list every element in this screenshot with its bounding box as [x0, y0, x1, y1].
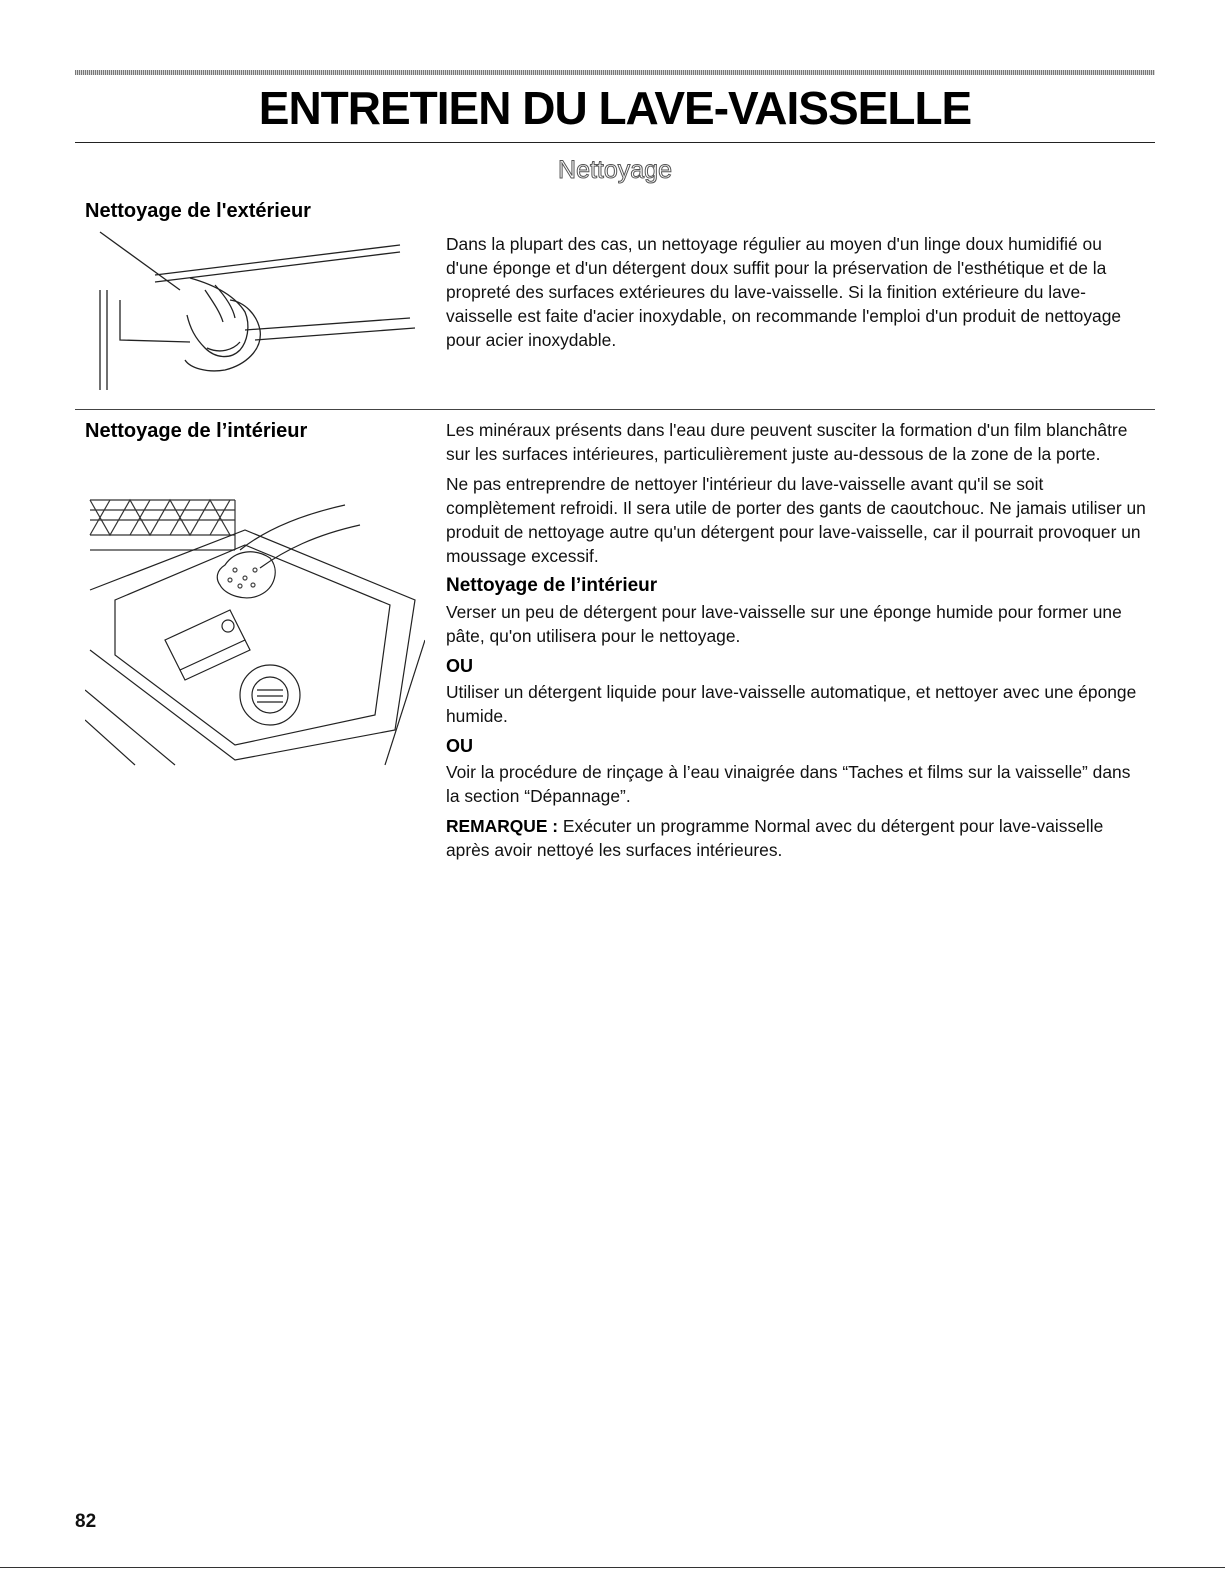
bottom-rule	[0, 1567, 1225, 1568]
top-decorative-rule	[75, 70, 1155, 75]
interior-paragraph-1: Les minéraux présents dans l'eau dure peuvent susciter la formation d'un film blanchâtre sur les surfaces intérieures, particulièrement juste au-dessous de la zone de la porte.	[446, 420, 1128, 464]
or-separator-1: OU	[446, 656, 473, 676]
page-number: 82	[75, 1511, 97, 1532]
interior-cleaning-title: Nettoyage de l’intérieur	[85, 420, 308, 442]
interior-paragraph-2: Ne pas entreprendre de nettoyer l'intérieur du lave-vaisselle avant qu'il se soit complètement refroidi. Il sera utile de porter des gants de caoutchouc. Ne jamais utiliser un produit de nettoyage autre qu'un détergent pour lave-vaisselle, car il pourrait provoquer un moussage excessif.	[446, 474, 1146, 566]
interior-step-3: Voir la procédure de rinçage à l’eau vinaigrée dans “Taches et films sur la vaisselle” dans la section “Dépannage”.	[446, 762, 1131, 806]
page-title: ENTRETIEN DU LAVE-VAISSELLE	[258, 82, 972, 134]
exterior-cleaning-title: Nettoyage de l'extérieur	[85, 200, 311, 222]
exterior-cleaning-illustration	[95, 230, 415, 390]
note-label: REMARQUE :	[446, 816, 559, 836]
section-heading: Nettoyage	[558, 156, 672, 184]
note-text: Exécuter un programme Normal avec du détergent pour lave-vaisselle après avoir nettoyé les surfaces intérieures.	[446, 816, 1104, 860]
sponge-icon	[228, 568, 257, 588]
or-separator-2: OU	[446, 736, 473, 756]
section-divider	[75, 409, 1155, 410]
interior-note	[446, 814, 1146, 862]
interior-step-1: Verser un peu de détergent pour lave-vaisselle sur une éponge humide pour former une pâte, qu'on utilisera pour le nettoyage.	[446, 602, 1122, 646]
exterior-cleaning-text	[446, 232, 1146, 352]
interior-cleaning-text	[446, 418, 1146, 868]
interior-cleaning-illustration	[85, 490, 425, 770]
title-divider	[75, 142, 1155, 143]
filter-icon	[240, 665, 300, 725]
interior-subheading: Nettoyage de l’intérieur	[446, 575, 658, 596]
interior-step-2: Utiliser un détergent liquide pour lave-vaisselle automatique, et nettoyer avec une éponge humide.	[446, 682, 1137, 726]
exterior-paragraph: Dans la plupart des cas, un nettoyage régulier au moyen d'un linge doux humidifié ou d'une éponge et d'un détergent doux suffit pour la préservation de l'esthétique et de la propreté des surfaces extérieures du lave-vaisselle. Si la finition extérieure du lave-vaisselle est faite d'acier inoxydable, on recommande l'emploi d'un produit de nettoyage pour acier inoxydable.	[446, 234, 1122, 350]
